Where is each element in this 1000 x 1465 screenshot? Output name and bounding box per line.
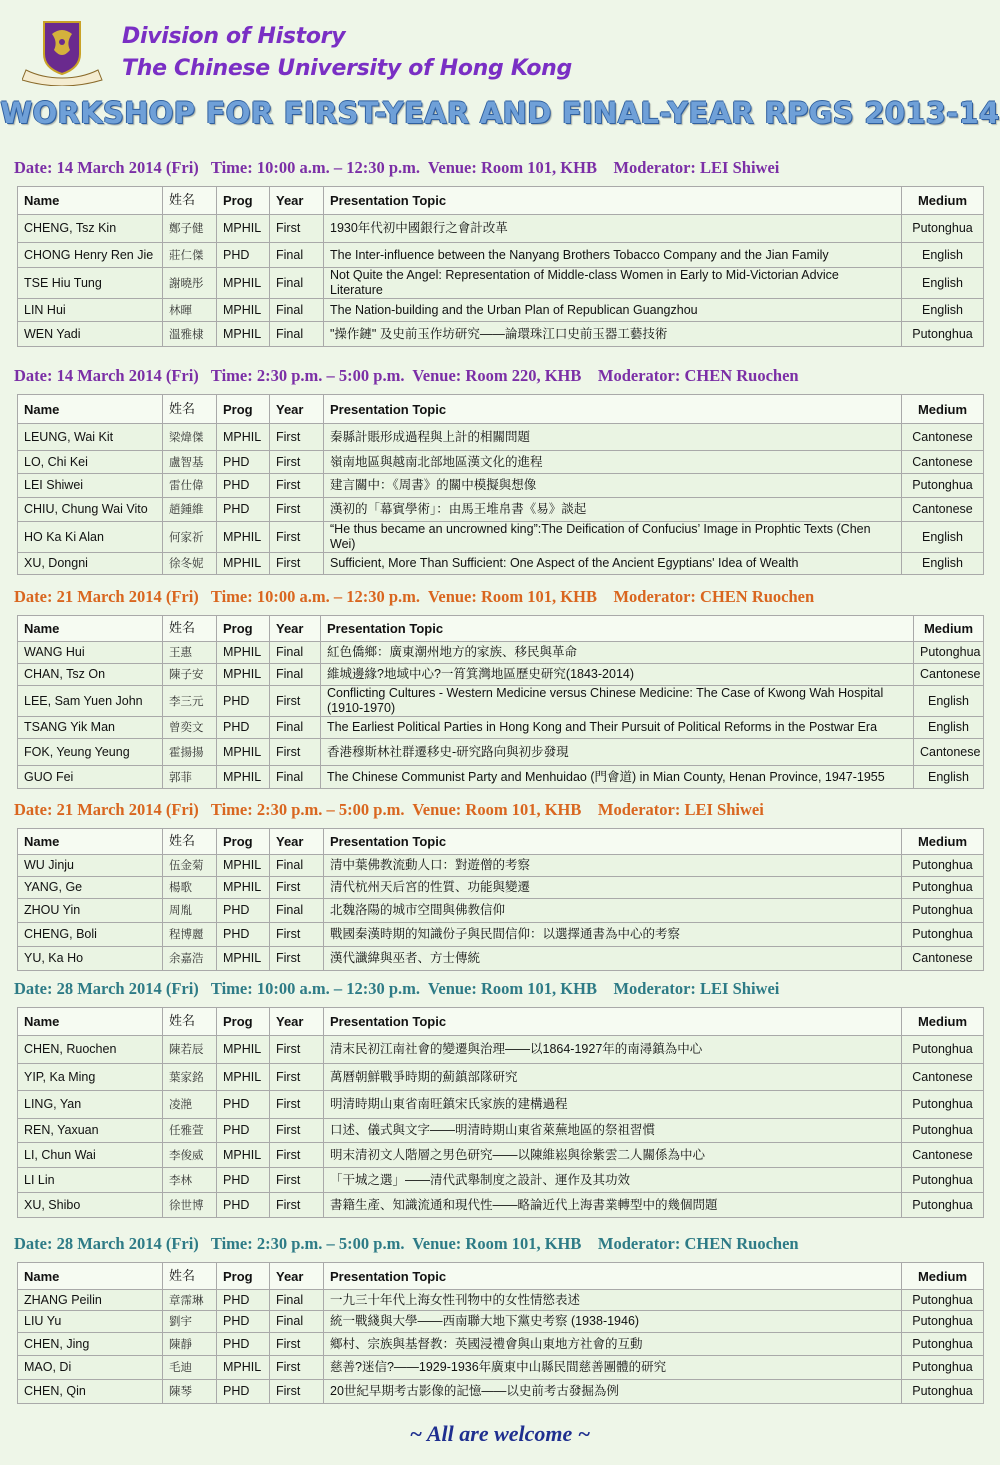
- cell-topic: 口述、儀式與文字——明清時期山東省萊蕪地區的祭祖習慣: [324, 1119, 902, 1143]
- cell-medium: English: [902, 268, 984, 299]
- cell-name: HO Ka Ki Alan: [18, 522, 163, 553]
- cell-prog: PHD: [217, 1290, 270, 1311]
- cell-zh: 余嘉浩: [163, 947, 217, 971]
- cell-name: YU, Ka Ho: [18, 947, 163, 971]
- table-row: [18, 717, 984, 739]
- cell-topic: 清末民初江南社會的變遷與治理——以1864-1927年的南潯鎮為中心: [324, 1036, 902, 1064]
- cell-name: ZHOU Yin: [18, 899, 163, 923]
- cell-year: First: [270, 947, 324, 971]
- cell-prog: MPHIL: [217, 299, 270, 322]
- cell-name: WU Jinju: [18, 855, 163, 877]
- cell-medium: Putonghua: [902, 215, 984, 243]
- cell-year: Final: [270, 299, 324, 322]
- column-header-medium: Medium: [902, 829, 984, 855]
- cell-medium: English: [902, 299, 984, 322]
- cell-year: First: [270, 1333, 324, 1356]
- cell-name: CHENG, Tsz Kin: [18, 215, 163, 243]
- cell-year: Final: [270, 642, 321, 664]
- cell-zh: 陳子安: [163, 664, 217, 686]
- table-row: [18, 1311, 984, 1333]
- table-row: [18, 1091, 984, 1119]
- column-header-zh: 姓名: [163, 829, 217, 855]
- cell-year: First: [270, 1143, 324, 1168]
- cell-year: First: [270, 686, 321, 717]
- cell-topic: 萬曆朝鮮戰爭時期的薊鎮部隊研究: [324, 1064, 902, 1091]
- cell-topic: 一九三十年代上海女性刊物中的女性情慾表述: [324, 1290, 902, 1311]
- cell-zh: 毛迪: [163, 1356, 217, 1380]
- column-header-topic: Presentation Topic: [324, 829, 902, 855]
- cell-prog: PHD: [217, 451, 270, 474]
- cell-topic: Conflicting Cultures - Western Medicine versus Chinese Medicine: The Case of Kwong Wah Hospital (1910-1970): [321, 686, 914, 717]
- cell-medium: Putonghua: [914, 642, 984, 664]
- cell-medium: Putonghua: [902, 1119, 984, 1143]
- footer-welcome: ~ All are welcome ~: [409, 1421, 591, 1446]
- column-header-name: Name: [18, 187, 163, 215]
- table-header-row: [18, 395, 984, 424]
- cell-zh: 凌滟: [163, 1091, 217, 1119]
- table-row: [18, 451, 984, 474]
- column-header-zh: 姓名: [163, 1263, 217, 1290]
- column-header-name: Name: [18, 1008, 163, 1036]
- table-row: [18, 686, 984, 717]
- column-header-zh: 姓名: [163, 616, 217, 642]
- table-row: [18, 553, 984, 575]
- table-row: [18, 1036, 984, 1064]
- cell-year: Final: [270, 1311, 324, 1333]
- cell-name: CHAN, Tsz On: [18, 664, 163, 686]
- cell-prog: MPHIL: [217, 877, 270, 899]
- cell-name: CHIU, Chung Wai Vito: [18, 498, 163, 522]
- cell-zh: 莊仁傑: [163, 243, 217, 268]
- cell-prog: MPHIL: [217, 766, 270, 789]
- column-header-year: Year: [270, 1008, 324, 1036]
- cell-medium: Putonghua: [902, 1311, 984, 1333]
- cell-medium: English: [902, 243, 984, 268]
- cell-year: Final: [270, 899, 324, 923]
- column-header-name: Name: [18, 395, 163, 424]
- session-table: [17, 615, 984, 789]
- cell-topic: Not Quite the Angel: Representation of Middle-class Women in Early to Mid-Victorian Advice Literature: [324, 268, 902, 299]
- cell-prog: MPHIL: [217, 855, 270, 877]
- cell-topic: 清代杭州天后宮的性質、功能與變遷: [324, 877, 902, 899]
- cell-topic: 戰國秦漢時期的知識份子與民間信仰：以選擇通書為中心的考察: [324, 923, 902, 947]
- cell-zh: 溫雅棣: [163, 322, 217, 347]
- cell-name: ZHANG Peilin: [18, 1290, 163, 1311]
- cell-year: Final: [270, 268, 324, 299]
- cell-year: First: [270, 1168, 324, 1193]
- cell-name: TSE Hiu Tung: [18, 268, 163, 299]
- cell-prog: PHD: [217, 1119, 270, 1143]
- cell-year: First: [270, 1380, 324, 1404]
- cell-year: First: [270, 1356, 324, 1380]
- cell-medium: Cantonese: [902, 947, 984, 971]
- cell-zh: 葉家銘: [163, 1064, 217, 1091]
- table-row: [18, 498, 984, 522]
- cell-topic: The Inter-influence between the Nanyang Brothers Tobacco Company and the Jian Family: [324, 243, 902, 268]
- cell-topic: 「干城之選」——清代武舉制度之設計、運作及其功效: [324, 1168, 902, 1193]
- cell-year: First: [270, 739, 321, 766]
- cell-topic: 統一戰綫與大學——西南聯大地下黨史考察 (1938-1946): [324, 1311, 902, 1333]
- cell-medium: Putonghua: [902, 322, 984, 347]
- cell-zh: 伍金菊: [163, 855, 217, 877]
- cell-prog: PHD: [217, 717, 270, 739]
- table-row: [18, 1380, 984, 1404]
- column-header-year: Year: [270, 829, 324, 855]
- table-row: [18, 424, 984, 451]
- table-row: [18, 299, 984, 322]
- cell-name: LEE, Sam Yuen John: [18, 686, 163, 717]
- cell-topic: 維城邊緣?地域中心?一筲箕灣地區歷史研究(1843-2014): [321, 664, 914, 686]
- cell-zh: 鄭子健: [163, 215, 217, 243]
- cell-medium: Putonghua: [902, 1091, 984, 1119]
- table-row: [18, 1193, 984, 1218]
- cell-year: Final: [270, 664, 321, 686]
- cell-year: Final: [270, 766, 321, 789]
- table-row: [18, 739, 984, 766]
- cell-medium: Putonghua: [902, 1290, 984, 1311]
- column-header-year: Year: [270, 1263, 324, 1290]
- column-header-topic: Presentation Topic: [324, 1263, 902, 1290]
- cell-name: CHEN, Qin: [18, 1380, 163, 1404]
- cell-medium: Putonghua: [902, 1193, 984, 1218]
- column-header-topic: Presentation Topic: [324, 187, 902, 215]
- column-header-name: Name: [18, 616, 163, 642]
- cell-year: Final: [270, 243, 324, 268]
- table-row: [18, 1064, 984, 1091]
- cell-medium: Cantonese: [902, 1064, 984, 1091]
- university-crest-icon: [22, 20, 112, 86]
- cell-prog: MPHIL: [217, 1064, 270, 1091]
- session-title: Date: 28 March 2014 (Fri) Time: 2:30 p.m. – 5:00 p.m. Venue: Room 101, KHB Moderator: CHEN Ruochen: [14, 1234, 799, 1253]
- cell-topic: 秦縣計賬形成過程與上計的相關問題: [324, 424, 902, 451]
- cell-zh: 趙鍾維: [163, 498, 217, 522]
- cell-year: First: [270, 1064, 324, 1091]
- cell-name: MAO, Di: [18, 1356, 163, 1380]
- cell-zh: 盧智基: [163, 451, 217, 474]
- cell-prog: MPHIL: [217, 642, 270, 664]
- column-header-medium: Medium: [914, 616, 984, 642]
- table-row: [18, 766, 984, 789]
- cell-zh: 楊歌: [163, 877, 217, 899]
- cell-year: Final: [270, 322, 324, 347]
- cell-name: CHEN, Jing: [18, 1333, 163, 1356]
- cell-medium: Putonghua: [902, 1333, 984, 1356]
- table-row: [18, 1333, 984, 1356]
- cell-year: First: [270, 522, 324, 553]
- cell-zh: 章霈琳: [163, 1290, 217, 1311]
- cell-zh: 李林: [163, 1168, 217, 1193]
- page-title: WORKSHOP FOR FIRST-YEAR AND FINAL-YEAR RPGS 2013-14: [0, 96, 1000, 130]
- cell-medium: Cantonese: [902, 451, 984, 474]
- cell-prog: PHD: [217, 923, 270, 947]
- cell-year: First: [270, 498, 324, 522]
- cell-zh: 林暉: [163, 299, 217, 322]
- cell-prog: PHD: [217, 1311, 270, 1333]
- cell-medium: Putonghua: [902, 877, 984, 899]
- column-header-medium: Medium: [902, 187, 984, 215]
- cell-medium: English: [902, 553, 984, 575]
- table-row: [18, 1119, 984, 1143]
- cell-name: XU, Dongni: [18, 553, 163, 575]
- cell-zh: 李俊威: [163, 1143, 217, 1168]
- table-header-row: [18, 187, 984, 215]
- column-header-prog: Prog: [217, 1263, 270, 1290]
- cell-zh: 謝曉彤: [163, 268, 217, 299]
- column-header-year: Year: [270, 395, 324, 424]
- table-header-row: [18, 829, 984, 855]
- cell-zh: 徐世博: [163, 1193, 217, 1218]
- cell-topic: 漢代讖緯與巫者、方士傳統: [324, 947, 902, 971]
- cell-prog: MPHIL: [217, 664, 270, 686]
- column-header-prog: Prog: [217, 829, 270, 855]
- cell-name: LIU Yu: [18, 1311, 163, 1333]
- session-title: Date: 28 March 2014 (Fri) Time: 10:00 a.m. – 12:30 p.m. Venue: Room 101, KHB Moderator: LEI Shiwei: [14, 979, 780, 998]
- table-row: [18, 899, 984, 923]
- cell-prog: MPHIL: [217, 424, 270, 451]
- cell-prog: PHD: [217, 1193, 270, 1218]
- page-header: [0, 0, 1000, 155]
- cell-topic: The Earliest Political Parties in Hong Kong and Their Pursuit of Political Reforms in the Postwar Era: [321, 717, 914, 739]
- column-header-prog: Prog: [217, 187, 270, 215]
- cell-name: LI Lin: [18, 1168, 163, 1193]
- cell-name: LING, Yan: [18, 1091, 163, 1119]
- session-title: Date: 14 March 2014 (Fri) Time: 2:30 p.m. – 5:00 p.m. Venue: Room 220, KHB Moderator: CHEN Ruochen: [14, 366, 799, 385]
- session-title: Date: 21 March 2014 (Fri) Time: 2:30 p.m. – 5:00 p.m. Venue: Room 101, KHB Moderator: LEI Shiwei: [14, 800, 764, 819]
- cell-topic: 紅色僑鄉：廣東潮州地方的家族、移民與革命: [321, 642, 914, 664]
- column-header-zh: 姓名: [163, 1008, 217, 1036]
- cell-prog: MPHIL: [217, 215, 270, 243]
- cell-prog: PHD: [217, 1333, 270, 1356]
- cell-prog: PHD: [217, 474, 270, 498]
- cell-topic: The Nation-building and the Urban Plan of Republican Guangzhou: [324, 299, 902, 322]
- table-row: [18, 877, 984, 899]
- cell-year: First: [270, 1119, 324, 1143]
- cell-medium: Putonghua: [902, 855, 984, 877]
- cell-medium: Cantonese: [914, 664, 984, 686]
- table-row: [18, 1168, 984, 1193]
- cell-medium: English: [914, 766, 984, 789]
- session-title: Date: 14 March 2014 (Fri) Time: 10:00 a.m. – 12:30 p.m. Venue: Room 101, KHB Moderator: LEI Shiwei: [14, 158, 780, 177]
- cell-zh: 梁煒傑: [163, 424, 217, 451]
- session-table: [17, 394, 984, 575]
- cell-zh: 李三元: [163, 686, 217, 717]
- cell-zh: 郭菲: [163, 766, 217, 789]
- cell-medium: English: [902, 522, 984, 553]
- table-row: [18, 947, 984, 971]
- cell-zh: 王惠: [163, 642, 217, 664]
- cell-year: First: [270, 877, 324, 899]
- cell-year: Final: [270, 717, 321, 739]
- column-header-year: Year: [270, 616, 321, 642]
- cell-year: First: [270, 923, 324, 947]
- cell-topic: 慈善?迷信?——1929-1936年廣東中山縣民間慈善團體的研究: [324, 1356, 902, 1380]
- cell-prog: MPHIL: [217, 947, 270, 971]
- cell-prog: MPHIL: [217, 1143, 270, 1168]
- cell-year: First: [270, 1091, 324, 1119]
- cell-prog: MPHIL: [217, 1036, 270, 1064]
- cell-zh: 霍揚揚: [163, 739, 217, 766]
- cell-year: First: [270, 474, 324, 498]
- cell-year: First: [270, 553, 324, 575]
- cell-topic: Sufficient, More Than Sufficient: One Aspect of the Ancient Egyptians' Idea of Wealth: [324, 553, 902, 575]
- cell-zh: 徐冬妮: [163, 553, 217, 575]
- cell-name: LEI Shiwei: [18, 474, 163, 498]
- table-row: [18, 1143, 984, 1168]
- cell-prog: PHD: [217, 899, 270, 923]
- cell-topic: 明末清初文人階層之男色研究——以陳維崧與徐紫雲二人關係為中心: [324, 1143, 902, 1168]
- cell-prog: PHD: [217, 1168, 270, 1193]
- cell-zh: 程博麗: [163, 923, 217, 947]
- cell-topic: 嶺南地區與越南北部地區漢文化的進程: [324, 451, 902, 474]
- column-header-prog: Prog: [217, 395, 270, 424]
- column-header-topic: Presentation Topic: [324, 395, 902, 424]
- table-row: [18, 1290, 984, 1311]
- cell-year: First: [270, 424, 324, 451]
- cell-zh: 陳若辰: [163, 1036, 217, 1064]
- cell-medium: Cantonese: [914, 739, 984, 766]
- cell-name: FOK, Yeung Yeung: [18, 739, 163, 766]
- cell-name: WEN Yadi: [18, 322, 163, 347]
- session-table: [17, 1007, 984, 1218]
- column-header-year: Year: [270, 187, 324, 215]
- column-header-prog: Prog: [217, 616, 270, 642]
- cell-medium: Putonghua: [902, 1380, 984, 1404]
- cell-prog: MPHIL: [217, 522, 270, 553]
- cell-zh: 曾奕文: [163, 717, 217, 739]
- cell-name: WANG Hui: [18, 642, 163, 664]
- cell-year: Final: [270, 1290, 324, 1311]
- cell-prog: MPHIL: [217, 268, 270, 299]
- column-header-topic: Presentation Topic: [324, 1008, 902, 1036]
- table-row: [18, 1356, 984, 1380]
- cell-prog: MPHIL: [217, 322, 270, 347]
- cell-zh: 雷仕偉: [163, 474, 217, 498]
- cell-name: YANG, Ge: [18, 877, 163, 899]
- cell-medium: Putonghua: [902, 474, 984, 498]
- table-header-row: [18, 1008, 984, 1036]
- cell-zh: 何家祈: [163, 522, 217, 553]
- cell-name: CHENG, Boli: [18, 923, 163, 947]
- session-title: Date: 21 March 2014 (Fri) Time: 10:00 a.m. – 12:30 p.m. Venue: Room 101, KHB Moderator: CHEN Ruochen: [14, 587, 815, 606]
- cell-medium: Cantonese: [902, 424, 984, 451]
- cell-topic: The Chinese Communist Party and Menhuidao (門會道) in Mian County, Henan Province, 1947-1955: [321, 766, 914, 789]
- cell-topic: 明清時期山東省南旺鎮宋氏家族的建構過程: [324, 1091, 902, 1119]
- column-header-medium: Medium: [902, 395, 984, 424]
- cell-zh: 陳琴: [163, 1380, 217, 1404]
- cell-year: First: [270, 215, 324, 243]
- cell-name: YIP, Ka Ming: [18, 1064, 163, 1091]
- column-header-name: Name: [18, 1263, 163, 1290]
- cell-prog: PHD: [217, 498, 270, 522]
- cell-prog: MPHIL: [217, 1356, 270, 1380]
- cell-topic: 清中葉佛教流動人口：對遊僧的考察: [324, 855, 902, 877]
- cell-topic: “He thus became an uncrowned king”:The Deification of Confucius’ Image in Prophtic Texts (Chen Wei): [324, 522, 902, 553]
- cell-medium: English: [914, 686, 984, 717]
- table-row: [18, 664, 984, 686]
- cell-topic: 北魏洛陽的城市空間與佛教信仰: [324, 899, 902, 923]
- cell-topic: 漢初的「幕賓學術」：由馬王堆帛書《易》談起: [324, 498, 902, 522]
- cell-prog: PHD: [217, 1380, 270, 1404]
- cell-topic: 鄉村、宗族與基督教：英國浸禮會與山東地方社會的互動: [324, 1333, 902, 1356]
- cell-name: LO, Chi Kei: [18, 451, 163, 474]
- table-row: [18, 268, 984, 299]
- cell-medium: Putonghua: [902, 1036, 984, 1064]
- cell-prog: PHD: [217, 243, 270, 268]
- cell-medium: Putonghua: [902, 923, 984, 947]
- cell-prog: PHD: [217, 686, 270, 717]
- table-header-row: [18, 1263, 984, 1290]
- cell-name: LI, Chun Wai: [18, 1143, 163, 1168]
- cell-year: First: [270, 451, 324, 474]
- cell-name: TSANG Yik Man: [18, 717, 163, 739]
- cell-medium: Putonghua: [902, 899, 984, 923]
- cell-medium: Cantonese: [902, 498, 984, 522]
- column-header-medium: Medium: [902, 1263, 984, 1290]
- cell-name: REN, Yaxuan: [18, 1119, 163, 1143]
- column-header-medium: Medium: [902, 1008, 984, 1036]
- cell-year: First: [270, 1193, 324, 1218]
- cell-topic: 20世紀早期考古影像的記憶——以史前考古發掘為例: [324, 1380, 902, 1404]
- table-row: [18, 923, 984, 947]
- cell-topic: 1930年代初中國銀行之會計改革: [324, 215, 902, 243]
- cell-medium: English: [914, 717, 984, 739]
- cell-medium: Cantonese: [902, 1143, 984, 1168]
- table-row: [18, 215, 984, 243]
- session-table: [17, 1262, 984, 1404]
- column-header-topic: Presentation Topic: [321, 616, 914, 642]
- table-row: [18, 855, 984, 877]
- cell-name: GUO Fei: [18, 766, 163, 789]
- cell-name: CHEN, Ruochen: [18, 1036, 163, 1064]
- table-row: [18, 474, 984, 498]
- cell-name: CHONG Henry Ren Jie: [18, 243, 163, 268]
- table-row: [18, 522, 984, 553]
- university-name: The Chinese University of Hong Kong: [122, 56, 572, 81]
- cell-name: XU, Shibo: [18, 1193, 163, 1218]
- cell-name: LEUNG, Wai Kit: [18, 424, 163, 451]
- cell-medium: Putonghua: [902, 1168, 984, 1193]
- cell-topic: "操作鏈" 及史前玉作坊研究——論環珠江口史前玉器工藝技術: [324, 322, 902, 347]
- session-table: [17, 186, 984, 347]
- cell-prog: MPHIL: [217, 553, 270, 575]
- table-row: [18, 642, 984, 664]
- cell-name: LIN Hui: [18, 299, 163, 322]
- division-name: Division of History: [122, 24, 346, 49]
- cell-zh: 劉宇: [163, 1311, 217, 1333]
- cell-topic: 建言關中：《周書》的關中模擬與想像: [324, 474, 902, 498]
- cell-year: First: [270, 1036, 324, 1064]
- table-header-row: [18, 616, 984, 642]
- cell-prog: MPHIL: [217, 739, 270, 766]
- cell-zh: 任雅萱: [163, 1119, 217, 1143]
- cell-zh: 陳靜: [163, 1333, 217, 1356]
- column-header-prog: Prog: [217, 1008, 270, 1036]
- cell-medium: Putonghua: [902, 1356, 984, 1380]
- table-row: [18, 243, 984, 268]
- column-header-name: Name: [18, 829, 163, 855]
- session-table: [17, 828, 984, 971]
- cell-prog: PHD: [217, 1091, 270, 1119]
- cell-year: Final: [270, 855, 324, 877]
- cell-zh: 周胤: [163, 899, 217, 923]
- cell-topic: 香港穆斯林社群遷移史-研究路向與初步發現: [321, 739, 914, 766]
- table-row: [18, 322, 984, 347]
- column-header-zh: 姓名: [163, 395, 217, 424]
- column-header-zh: 姓名: [163, 187, 217, 215]
- cell-topic: 書籍生產、知識流通和現代性——略論近代上海書業轉型中的幾個問題: [324, 1193, 902, 1218]
